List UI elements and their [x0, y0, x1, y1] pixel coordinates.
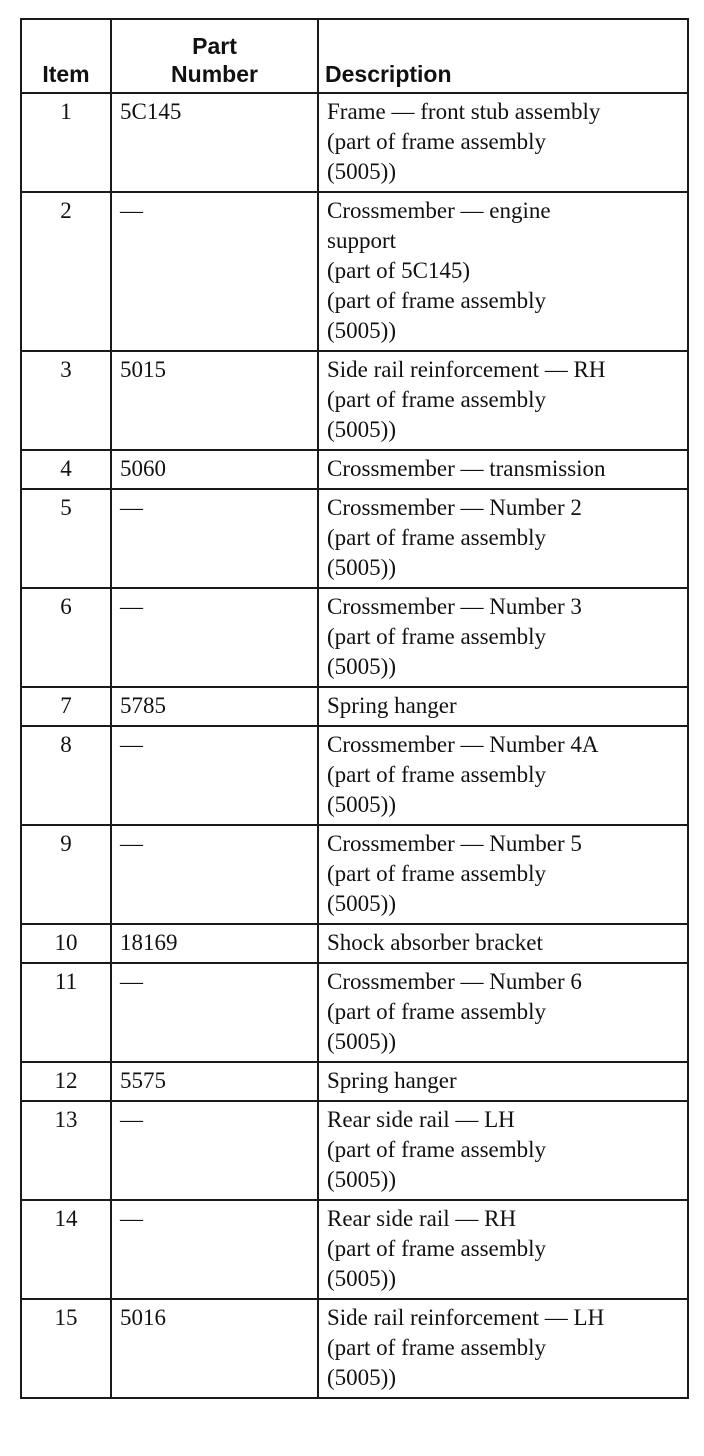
- description-cell: Shock absorber bracket: [318, 924, 688, 963]
- item-number-cell: 12: [21, 1062, 111, 1101]
- table-row: [21, 588, 688, 687]
- part-number-cell: —: [111, 726, 318, 825]
- header-description-label: Description: [325, 61, 452, 87]
- header-row: [21, 19, 688, 93]
- header-item-label: Item: [42, 61, 90, 87]
- table-row: [21, 963, 688, 1062]
- part-number-cell: —: [111, 192, 318, 351]
- header-part-label-line1: Part: [192, 33, 237, 59]
- table-row: [21, 450, 688, 489]
- header-part-number: [111, 19, 318, 93]
- item-number-cell: 10: [21, 924, 111, 963]
- part-number-cell: —: [111, 1101, 318, 1200]
- item-number-cell: 15: [21, 1299, 111, 1398]
- description-cell: Crossmember — Number 3 (part of frame assembly (5005)): [318, 588, 688, 687]
- table-row: [21, 1299, 688, 1398]
- description-cell: Spring hanger: [318, 687, 688, 726]
- table-row: [21, 1101, 688, 1200]
- table-row: [21, 192, 688, 351]
- description-cell: Crossmember — Number 4A (part of frame assembly (5005)): [318, 726, 688, 825]
- description-cell: Side rail reinforcement — LH (part of frame assembly (5005)): [318, 1299, 688, 1398]
- part-number-cell: 18169: [111, 924, 318, 963]
- parts-table: [20, 18, 689, 1399]
- item-number-cell: 1: [21, 93, 111, 192]
- item-number-cell: 4: [21, 450, 111, 489]
- part-number-cell: 5016: [111, 1299, 318, 1398]
- part-number-cell: —: [111, 588, 318, 687]
- part-number-cell: 5015: [111, 351, 318, 450]
- description-cell: Side rail reinforcement — RH (part of frame assembly (5005)): [318, 351, 688, 450]
- item-number-cell: 8: [21, 726, 111, 825]
- description-cell: Crossmember — transmission: [318, 450, 688, 489]
- item-number-cell: 3: [21, 351, 111, 450]
- header-description: [318, 19, 688, 93]
- part-number-cell: 5575: [111, 1062, 318, 1101]
- item-number-cell: 5: [21, 489, 111, 588]
- part-number-cell: —: [111, 825, 318, 924]
- table-row: [21, 1200, 688, 1299]
- part-number-cell: 5060: [111, 450, 318, 489]
- item-number-cell: 6: [21, 588, 111, 687]
- header-part-label-line2: Number: [171, 61, 258, 87]
- item-number-cell: 9: [21, 825, 111, 924]
- item-number-cell: 2: [21, 192, 111, 351]
- part-number-cell: —: [111, 1200, 318, 1299]
- table-row: [21, 351, 688, 450]
- part-number-cell: 5785: [111, 687, 318, 726]
- table-row: [21, 924, 688, 963]
- part-number-cell: —: [111, 963, 318, 1062]
- description-cell: Rear side rail — RH (part of frame assembly (5005)): [318, 1200, 688, 1299]
- description-cell: Crossmember — Number 6 (part of frame assembly (5005)): [318, 963, 688, 1062]
- table-row: [21, 93, 688, 192]
- table-row: [21, 687, 688, 726]
- table-row: [21, 825, 688, 924]
- item-number-cell: 11: [21, 963, 111, 1062]
- item-number-cell: 13: [21, 1101, 111, 1200]
- description-cell: Spring hanger: [318, 1062, 688, 1101]
- description-cell: Crossmember — engine support (part of 5C145) (part of frame assembly (5005)): [318, 192, 688, 351]
- description-cell: Crossmember — Number 5 (part of frame assembly (5005)): [318, 825, 688, 924]
- item-number-cell: 14: [21, 1200, 111, 1299]
- item-number-cell: 7: [21, 687, 111, 726]
- header-item: [21, 19, 111, 93]
- description-cell: Frame — front stub assembly (part of frame assembly (5005)): [318, 93, 688, 192]
- table-row: [21, 1062, 688, 1101]
- part-number-cell: 5C145: [111, 93, 318, 192]
- description-cell: Rear side rail — LH (part of frame assembly (5005)): [318, 1101, 688, 1200]
- table-row: [21, 489, 688, 588]
- table-body: [21, 93, 688, 1398]
- part-number-cell: —: [111, 489, 318, 588]
- table-row: [21, 726, 688, 825]
- description-cell: Crossmember — Number 2 (part of frame assembly (5005)): [318, 489, 688, 588]
